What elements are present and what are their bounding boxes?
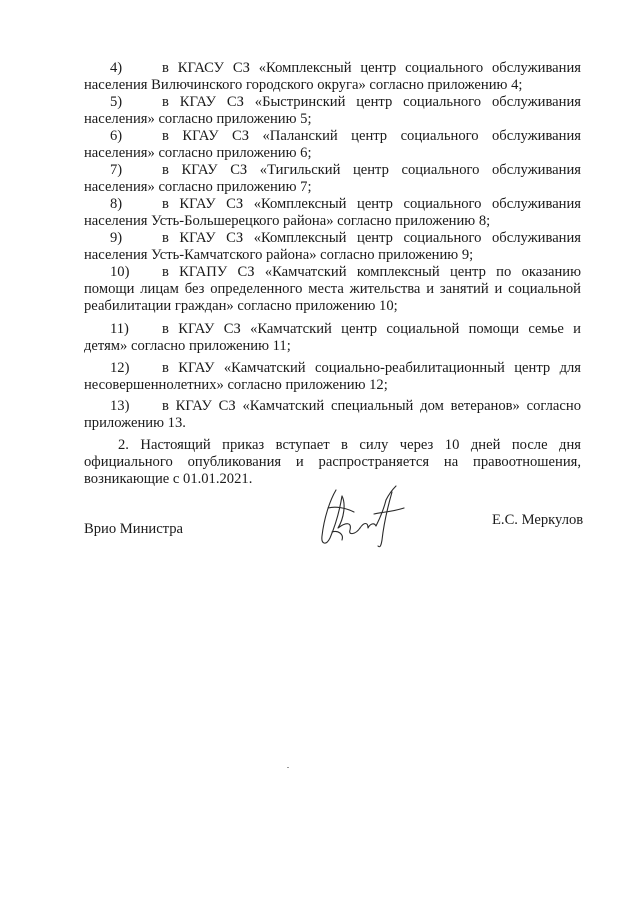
- list-item-6: [84, 128, 581, 162]
- item-text-continuation: детям» согласно приложению 11;: [84, 338, 291, 354]
- list-item-4: [84, 60, 581, 94]
- item-number: 4): [110, 60, 123, 76]
- item-text-first-line: в КГАУ «Камчатский социально-реабилитационный центр для: [162, 360, 581, 376]
- paragraph-line-3: возникающие с 01.01.2021.: [84, 471, 253, 487]
- item-number: 9): [110, 230, 123, 246]
- item-text-first-line: в КГАПУ СЗ «Камчатский комплексный центр по оказанию: [162, 264, 581, 280]
- item-text-first-line: в КГАУ СЗ «Камчатский специальный дом ветеранов» согласно: [162, 398, 581, 414]
- list-item-9: [84, 230, 581, 264]
- item-text-continuation: населения Усть-Большерецкого района» согласно приложению 8;: [84, 213, 491, 229]
- item-number: 10): [110, 264, 130, 280]
- item-number: 6): [110, 128, 123, 144]
- scan-artifact: [287, 767, 289, 768]
- paragraph-line-2: официального опубликования и распространяется на правоотношения,: [84, 454, 581, 470]
- item-text-first-line: в КГАУ СЗ «Тигильский центр социального обслуживания: [162, 162, 581, 178]
- item-text-continuation: приложению 13.: [84, 415, 186, 431]
- item-text-first-line: в КГАУ СЗ «Быстринский центр социального обслуживания: [162, 94, 581, 110]
- list-item-12: [84, 360, 581, 394]
- item-number: 8): [110, 196, 123, 212]
- list-item-7: [84, 162, 581, 196]
- item-text-continuation: помощи лицам без определенного места жительства и занятий и социальной реабилитации граждан» согласно приложению 10;: [84, 281, 581, 314]
- item-number: 11): [110, 321, 129, 337]
- item-text-continuation: населения» согласно приложению 6;: [84, 145, 312, 161]
- item-text-continuation: несовершеннолетних» согласно приложению 12;: [84, 377, 388, 393]
- list-item-11: [84, 321, 581, 355]
- item-number: 5): [110, 94, 123, 110]
- item-text-first-line: в КГАУ СЗ «Комплексный центр социального обслуживания: [162, 196, 581, 212]
- item-text-continuation: населения Усть-Камчатского района» согласно приложению 9;: [84, 247, 474, 263]
- list-item-5: [84, 94, 581, 128]
- list-item-13: [84, 398, 581, 432]
- signatory-name: Е.С. Меркулов: [492, 512, 584, 528]
- list-item-10: [84, 264, 581, 315]
- item-text-continuation: населения Вилючинского городского округа» согласно приложению 4;: [84, 77, 523, 93]
- item-text-first-line: в КГАУ СЗ «Паланский центр социального обслуживания: [162, 128, 581, 144]
- list-item-8: [84, 196, 581, 230]
- item-text-continuation: населения» согласно приложению 5;: [84, 111, 312, 127]
- item-number: 7): [110, 162, 123, 178]
- item-text-continuation: населения» согласно приложению 7;: [84, 179, 312, 195]
- item-text-first-line: в КГАУ СЗ «Камчатский центр социальной помощи семье и: [162, 321, 581, 337]
- item-text-first-line: в КГАСУ СЗ «Комплексный центр социального обслуживания: [162, 60, 581, 76]
- item-number: 13): [110, 398, 130, 414]
- signatory-title: Врио Министра: [84, 521, 183, 537]
- item-number: 12): [110, 360, 130, 376]
- paragraph-line-1: 2. Настоящий приказ вступает в силу через 10 дней после дня: [118, 437, 581, 453]
- item-text-first-line: в КГАУ СЗ «Комплексный центр социального обслуживания: [162, 230, 581, 246]
- handwritten-signature: [316, 478, 416, 550]
